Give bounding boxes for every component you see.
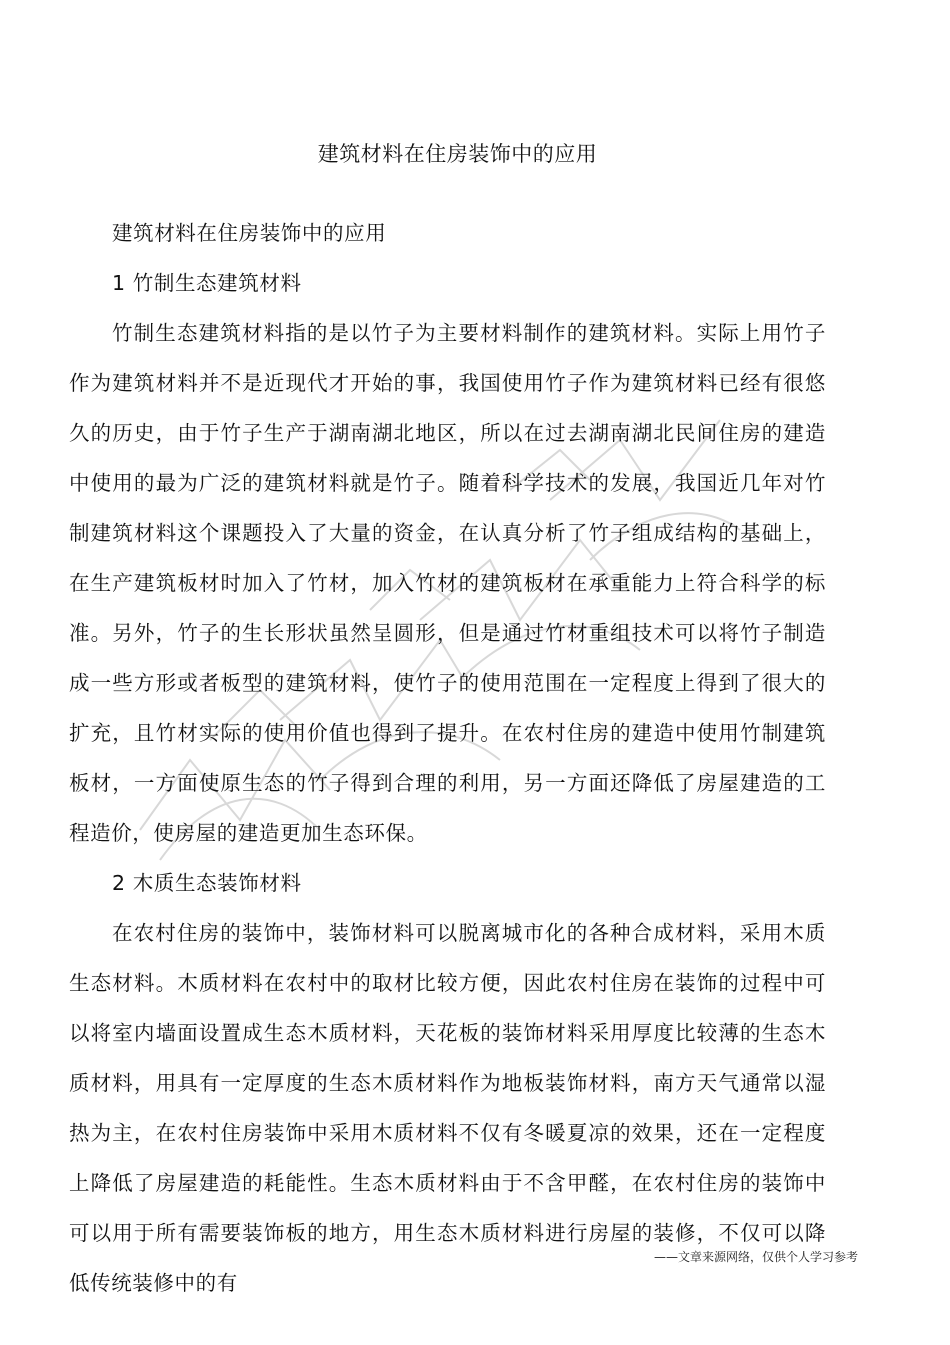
section-1-heading: 1 竹制生态建筑材料 [112, 271, 302, 295]
document-subtitle: 建筑材料在住房装饰中的应用 [112, 221, 387, 245]
source-footnote: ——文章来源网络，仅供个人学习参考 [653, 1250, 858, 1264]
section-2-paragraph: 在农村住房的装饰中，装饰材料可以脱离城市化的各种合成材料，采用木质生态材料。木质材料在农村中的取材比较方便，因此农村住房在装饰的过程中可以将室内墙面设置成生态木质材料，天花板的装饰材料采用厚度比较薄的生态木质材料，用具有一定厚度的生态木质材料作为地板装饰材料，南方天气通常以湿热为主，在农村住房装饰中采用木质材料不仅有冬暖夏凉的效果，还在一定程度上降低了房屋建造的耗能性。生态木质材料由于不含甲醛，在农村住房的装饰中可以用于所有需要装饰板的地方，用生态木质材料进行房屋的装修，不仅可以降低传统装修中的有 [69, 921, 826, 1295]
section-1-paragraph: 竹制生态建筑材料指的是以竹子为主要材料制作的建筑材料。实际上用竹子作为建筑材料并不是近现代才开始的事，我国使用竹子作为建筑材料已经有很悠久的历史，由于竹子生产于湖南湖北地区，所以在过去湖南湖北民间住房的建造中使用的最为广泛的建筑材料就是竹子。随着科学技术的发展，我国近几年对竹制建筑材料这个课题投入了大量的资金，在认真分析了竹子组成结构的基础上，在生产建筑板材时加入了竹材，加入竹材的建筑板材在承重能力上符合科学的标准。另外，竹子的生长形状虽然呈圆形，但是通过竹材重组技术可以将竹子制造成一些方形或者板型的建筑材料，使竹子的使用范围在一定程度上得到了很大的扩充，且竹材实际的使用价值也得到了提升。在农村住房的建造中使用竹制建筑板材，一方面使原生态的竹子得到合理的利用，另一方面还降低了房屋建造的工程造价，使房屋的建造更加生态环保。 [69, 321, 826, 845]
section-2-heading: 2 木质生态装饰材料 [112, 871, 302, 895]
document-title: 建筑材料在住房装饰中的应用 [317, 142, 598, 166]
